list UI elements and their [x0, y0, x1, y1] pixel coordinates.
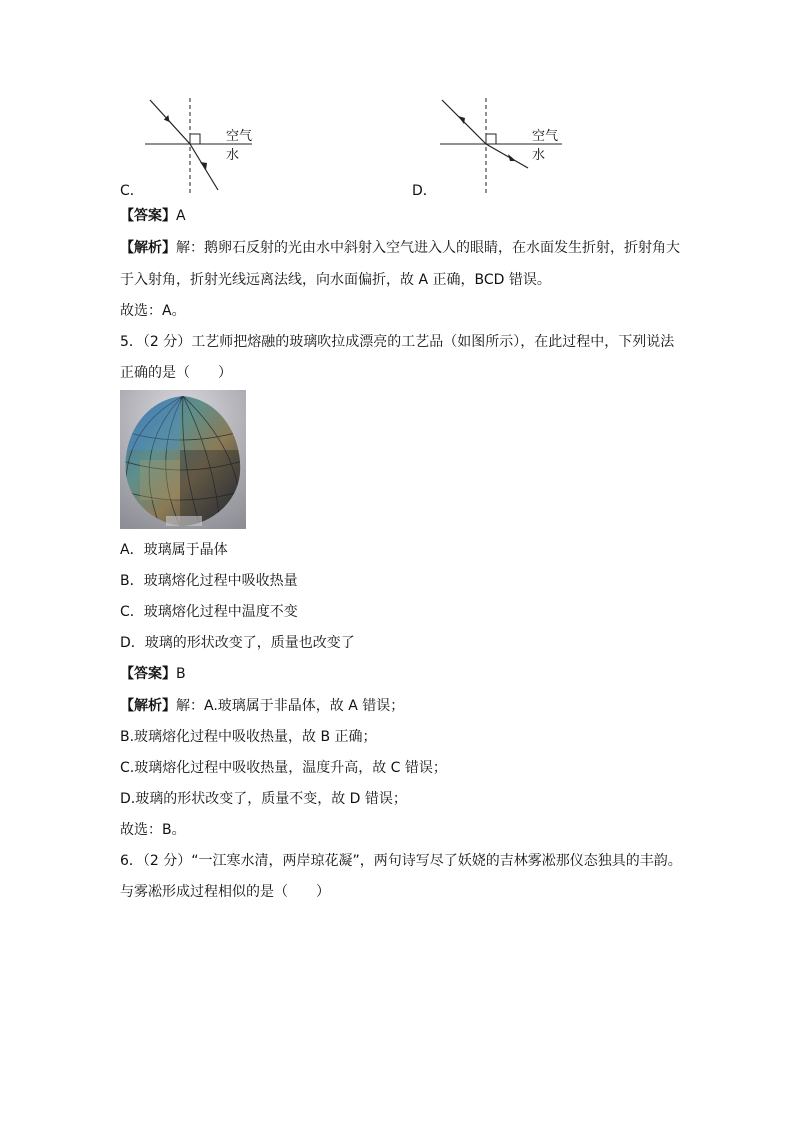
analysis-tag: 【解析】: [120, 698, 176, 714]
glass-artwork-image: [120, 390, 246, 529]
arrow-head: [200, 162, 207, 170]
q5-option-b: B．玻璃熔化过程中吸收热量: [120, 573, 298, 589]
q5-analysis-line3: C.玻璃熔化过程中吸收热量，温度升高，故 C 错误；: [120, 760, 447, 776]
answer-tag: 【答案】: [120, 208, 176, 224]
q4-analysis-line1: [120, 238, 680, 258]
q5-option-d: D．玻璃的形状改变了，质量也改变了: [120, 635, 355, 651]
q5-conclusion: 故选：B。: [120, 822, 186, 838]
incident-ray: [150, 100, 190, 144]
air-label: 空气: [532, 129, 559, 144]
refraction-diagram-d: [432, 96, 572, 196]
q4-answer: [120, 206, 186, 226]
water-label: 水: [532, 148, 546, 163]
q5-option-c: C．玻璃熔化过程中温度不变: [120, 604, 298, 620]
q5-analysis-line1: [120, 696, 404, 716]
q5-stem-line1: 5．（2 分）工艺师把熔融的玻璃吹拉成漂亮的工艺品（如图所示），在此过程中，下列说法: [120, 334, 675, 350]
answer-value: B: [176, 666, 186, 682]
answer-tag: 【答案】: [120, 666, 176, 682]
arrow-head: [508, 154, 516, 161]
option-c-label: C．: [120, 183, 144, 199]
arrow-head: [458, 116, 465, 124]
q5-analysis-line4: D.玻璃的形状改变了，质量不变，故 D 错误；: [120, 791, 407, 807]
air-label: 空气: [226, 129, 253, 144]
q4-conclusion: 故选：A。: [120, 303, 186, 319]
q6-stem-line2: 与雾凇形成过程相似的是（ ）: [120, 884, 330, 900]
analysis-text: 解：鹅卵石反射的光由水中斜射入空气进入人的眼睛，在水面发生折射，折射角大: [176, 240, 680, 256]
q5-stem-line2: 正确的是（ ）: [120, 365, 232, 381]
analysis-text: 解：A.玻璃属于非晶体，故 A 错误；: [176, 698, 405, 714]
right-angle-mark: [190, 134, 200, 144]
option-d-label: D．: [412, 183, 437, 199]
refracted-ray: [486, 144, 528, 168]
q6-stem-line1: 6．（2 分）“一江寒水清，两岸琼花凝”，两句诗写尽了妖娆的吉林雾凇那仪态独具的丰韵。: [120, 853, 682, 869]
q4-analysis-line2: 于入射角，折射光线远离法线，向水面偏折，故 A 正确，BCD 错误。: [120, 272, 551, 288]
q5-option-a: A．玻璃属于晶体: [120, 542, 228, 558]
q5-analysis-line2: B.玻璃熔化过程中吸收热量，故 B 正确；: [120, 729, 377, 745]
refraction-diagram-c: [140, 96, 280, 196]
q5-answer: [120, 664, 186, 684]
answer-value: A: [176, 208, 186, 224]
water-label: 水: [226, 148, 240, 163]
analysis-tag: 【解析】: [120, 240, 176, 256]
right-angle-mark: [486, 134, 496, 144]
